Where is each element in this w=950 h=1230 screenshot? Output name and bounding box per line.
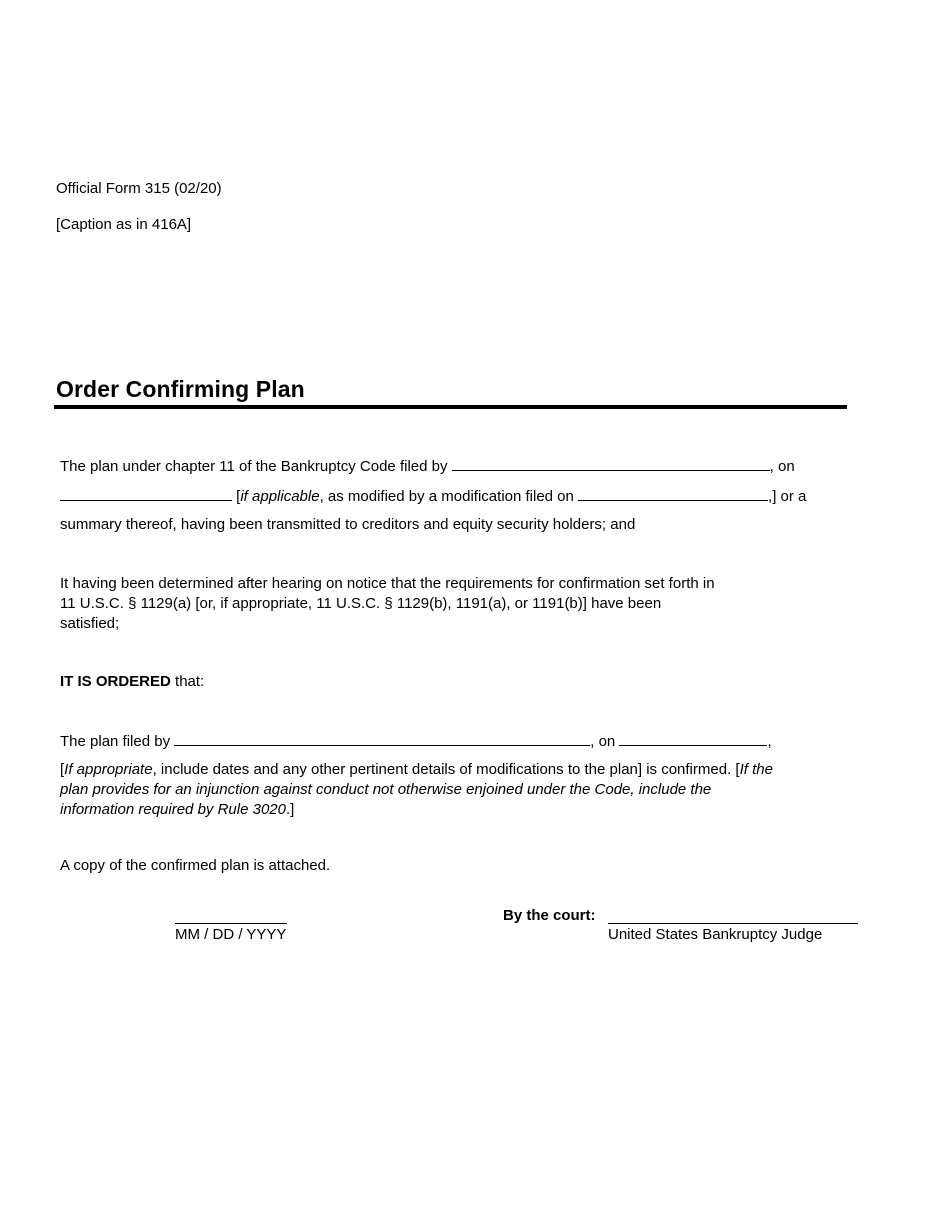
by-the-court-label: By the court: (503, 907, 596, 924)
form-number: Official Form 315 (02/20) (56, 180, 222, 197)
date-label: MM / DD / YYYY (175, 926, 287, 943)
determination-line-1: It having been determined after hearing on notice that the requirements for confirmation set forth in (60, 575, 715, 592)
if-appropriate-text: If appropriate (64, 761, 153, 778)
injunction-instruction: If the plan provides for an injunction against conduct not otherwise enjoined under the Code, include the information required by Rule 3020 (60, 761, 773, 818)
or-a-label: ,] or a (768, 488, 807, 505)
details-text: , include dates and any other pertinent details of modifications to the plan] is confirmed. [ (152, 761, 740, 778)
if-applicable-text: if applicable (240, 488, 320, 505)
modification-label: , as modified by a modification filed on (319, 488, 574, 505)
recital-on-label: , on (769, 458, 795, 475)
date-signature-line[interactable] (175, 923, 287, 924)
attached-statement: A copy of the confirmed plan is attached. (60, 857, 331, 874)
recital-line-2 (60, 486, 806, 505)
judge-signature-line[interactable] (608, 923, 858, 924)
judge-label: United States Bankruptcy Judge (608, 926, 823, 943)
plan-on-label: , on (590, 733, 616, 750)
order-details-paragraph (60, 760, 780, 820)
recital-filer-label: The plan under chapter 11 of the Bankruptcy Code filed by (60, 458, 448, 475)
filer-name-blank[interactable] (452, 456, 770, 471)
bracket-open-2: [ (60, 761, 65, 778)
determination-line-3: satisfied; (60, 615, 120, 632)
plan-filed-by-label: The plan filed by (60, 733, 171, 750)
order-plan-line (60, 731, 772, 750)
filing-date-blank[interactable] (60, 486, 232, 501)
plan-filer-blank[interactable] (174, 731, 590, 746)
caption-note: [Caption as in 416A] (56, 216, 192, 233)
recital-line-1 (60, 456, 795, 475)
comma: , (767, 733, 772, 750)
bracket-open: [ (236, 488, 241, 505)
plan-date-blank[interactable] (619, 731, 767, 746)
title-underline-rule (54, 405, 847, 409)
ordered-heading (60, 673, 204, 690)
modification-date-blank[interactable] (578, 486, 768, 501)
bracket-close: .] (285, 801, 295, 818)
ordered-rest: that: (170, 673, 205, 690)
ordered-bold: IT IS ORDERED (60, 673, 171, 690)
recital-line-3: summary thereof, having been transmitted to creditors and equity security holders; and (60, 516, 636, 533)
page-title: Order Confirming Plan (56, 376, 305, 402)
determination-line-2: 11 U.S.C. § 1129(a) [or, if appropriate, 11 U.S.C. § 1129(b), 1191(a), or 1191(b)] have been (60, 595, 662, 612)
